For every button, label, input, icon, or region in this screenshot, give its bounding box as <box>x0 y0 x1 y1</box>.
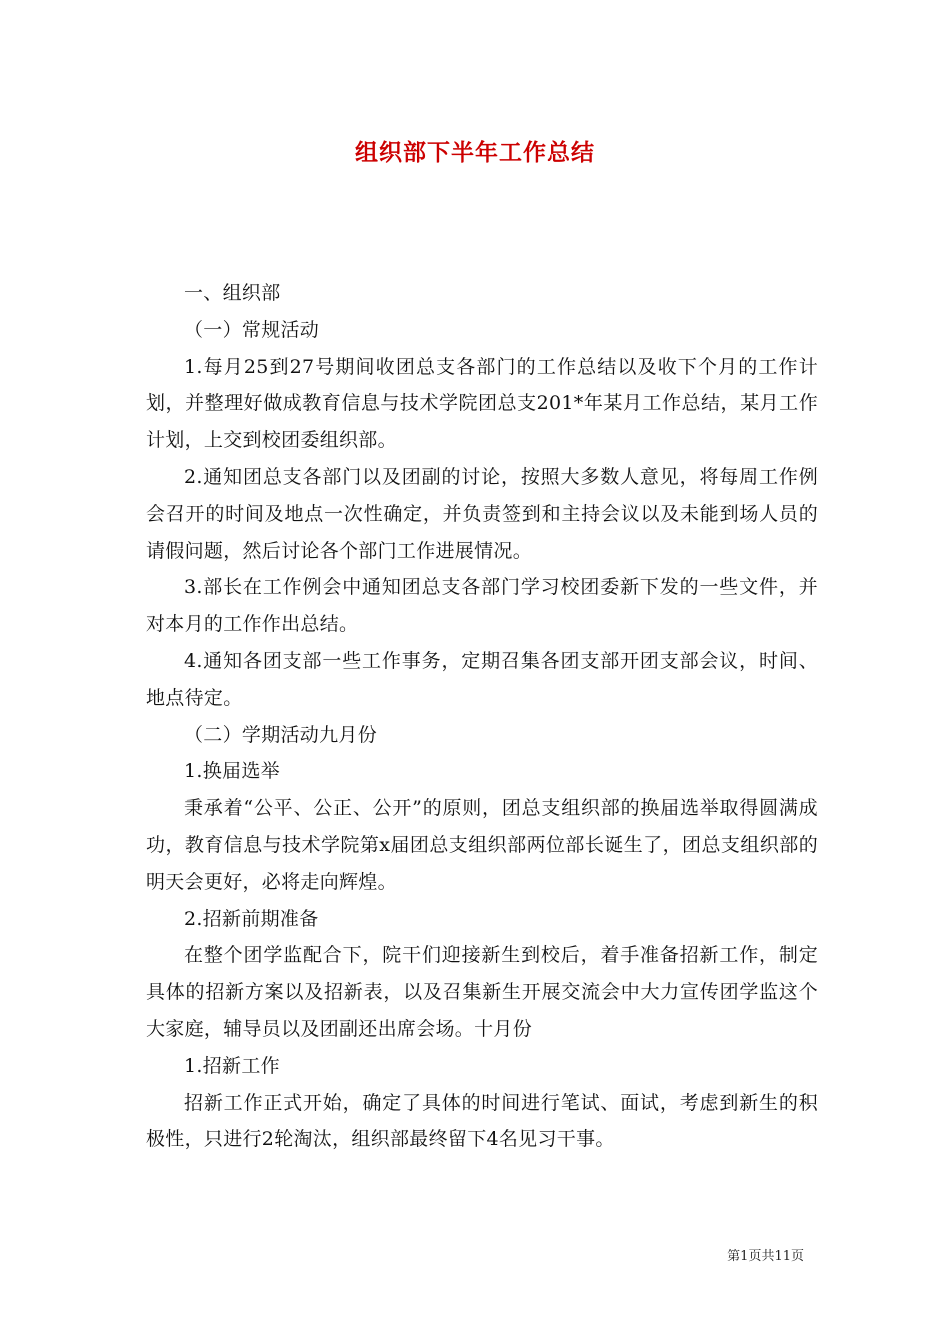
document-body <box>146 275 818 1158</box>
item-heading: 1.换届选举 <box>184 760 280 783</box>
paragraph: 1.每月25到27号期间收团总支各部门的工作总结以及收下个月的工作计划，并整理好做成教育信息与技术学院团总支201*年某月工作总结，某月工作计划，上交到校团委组织部。 <box>146 355 818 452</box>
subsection-heading: （二）学期活动九月份 <box>184 723 378 746</box>
section-heading: 一、组织部 <box>184 282 281 304</box>
page-footer: 第1页共11页 <box>727 1249 804 1264</box>
subsection-heading: （一）常规活动 <box>184 318 320 341</box>
paragraph: 在整个团学监配合下，院干们迎接新生到校后，着手准备招新工作，制定具体的招新方案以及招新表，以及召集新生开展交流会中大力宣传团学监这个大家庭，辅导员以及团副还出席会场。十月份 <box>146 944 818 1040</box>
paragraph: 招新工作正式开始，确定了具体的时间进行笔试、面试，考虑到新生的积极性，只进行2轮淘汰，组织部最终留下4名见习干事。 <box>146 1091 818 1151</box>
paragraph: 秉承着“公平、公正、公开”的原则，团总支组织部的换届选举取得圆满成功，教育信息与技术学院第x届团总支组织部两位部长诞生了，团总支组织部的明天会更好，必将走向辉煌。 <box>146 797 818 893</box>
item-heading: 1.招新工作 <box>184 1054 280 1077</box>
paragraph: 3.部长在工作例会中通知团总支各部门学习校团委新下发的一些文件，并对本月的工作作出总结。 <box>146 576 818 636</box>
paragraph: 4.通知各团支部一些工作事务，定期召集各团支部开团支部会议，时间、地点待定。 <box>146 649 818 709</box>
document-title: 组织部下半年工作总结 <box>355 139 595 166</box>
paragraph: 2.通知团总支各部门以及团副的讨论，按照大多数人意见，将每周工作例会召开的时间及地点一次性确定，并负责签到和主持会议以及未能到场人员的请假问题，然后讨论各个部门工作进展情况。 <box>146 465 818 562</box>
item-heading: 2.招新前期准备 <box>184 907 319 930</box>
